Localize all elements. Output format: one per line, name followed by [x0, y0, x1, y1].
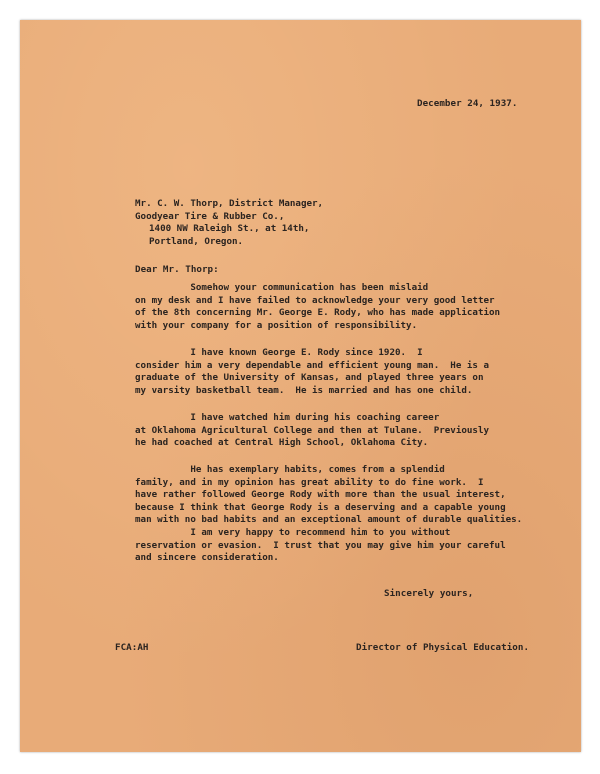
- salutation: Dear Mr. Thorp:: [135, 264, 219, 275]
- recipient-line: Goodyear Tire & Rubber Co.,: [135, 210, 285, 222]
- letter-sheet: [20, 20, 581, 752]
- body-paragraph-2: [135, 347, 489, 397]
- body-paragraph-4: [135, 464, 522, 527]
- paragraph-line: man with no bad habits and an exceptional amount of durable qualities.: [135, 514, 523, 525]
- paragraph-line: graduate of the University of Kansas, and played three years on: [135, 372, 484, 383]
- body-paragraph-3: [135, 412, 489, 450]
- paragraph-line: at Oklahoma Agricultural College and then at Tulane. Previously: [135, 424, 490, 436]
- body-paragraph-5: [135, 527, 506, 565]
- paragraph-line: He has exemplary habits, comes from a splendid: [135, 464, 445, 475]
- paragraph-line: because I think that George Rody is a deserving and a capable young: [135, 501, 506, 513]
- paragraph-line: family, and in my opinion has great ability to do fine work. I: [135, 476, 484, 488]
- paragraph-line: and sincere consideration.: [135, 552, 279, 563]
- paragraph-line: with your company for a position of responsibility.: [135, 319, 418, 331]
- recipient-line: Portland, Oregon.: [149, 235, 244, 247]
- paragraph-line: consider him a very dependable and efficient young man. He is a: [135, 359, 490, 371]
- paragraph-line: he had coached at Central High School, Oklahoma City.: [135, 437, 429, 448]
- paragraph-line: on my desk and I have failed to acknowledge your very good letter: [135, 294, 495, 306]
- paragraph-line: reservation or evasion. I trust that you may give him your careful: [135, 539, 506, 551]
- closing: Sincerely yours,: [384, 588, 474, 599]
- recipient-line: Mr. C. W. Thorp, District Manager,: [135, 198, 324, 209]
- typist-initials: FCA:AH: [115, 642, 149, 653]
- paragraph-line: I have watched him during his coaching career: [135, 412, 440, 423]
- paragraph-line: I have known George E. Rody since 1920. I: [135, 347, 423, 358]
- body-paragraph-1: [135, 282, 500, 332]
- recipient-address: [135, 198, 323, 248]
- recipient-line: 1400 NW Raleigh St., at 14th,: [149, 223, 310, 234]
- paragraph-line: my varsity basketball team. He is married and has one child.: [135, 384, 473, 396]
- paragraph-line: I am very happy to recommend him to you without: [135, 527, 451, 538]
- letter-date: December 24, 1937.: [417, 98, 518, 109]
- paragraph-line: of the 8th concerning Mr. George E. Rody, who has made application: [135, 307, 501, 318]
- paragraph-line: have rather followed George Rody with more than the usual interest,: [135, 489, 506, 500]
- paragraph-line: Somehow your communication has been mislaid: [135, 282, 429, 293]
- signature-title: Director of Physical Education.: [356, 642, 530, 653]
